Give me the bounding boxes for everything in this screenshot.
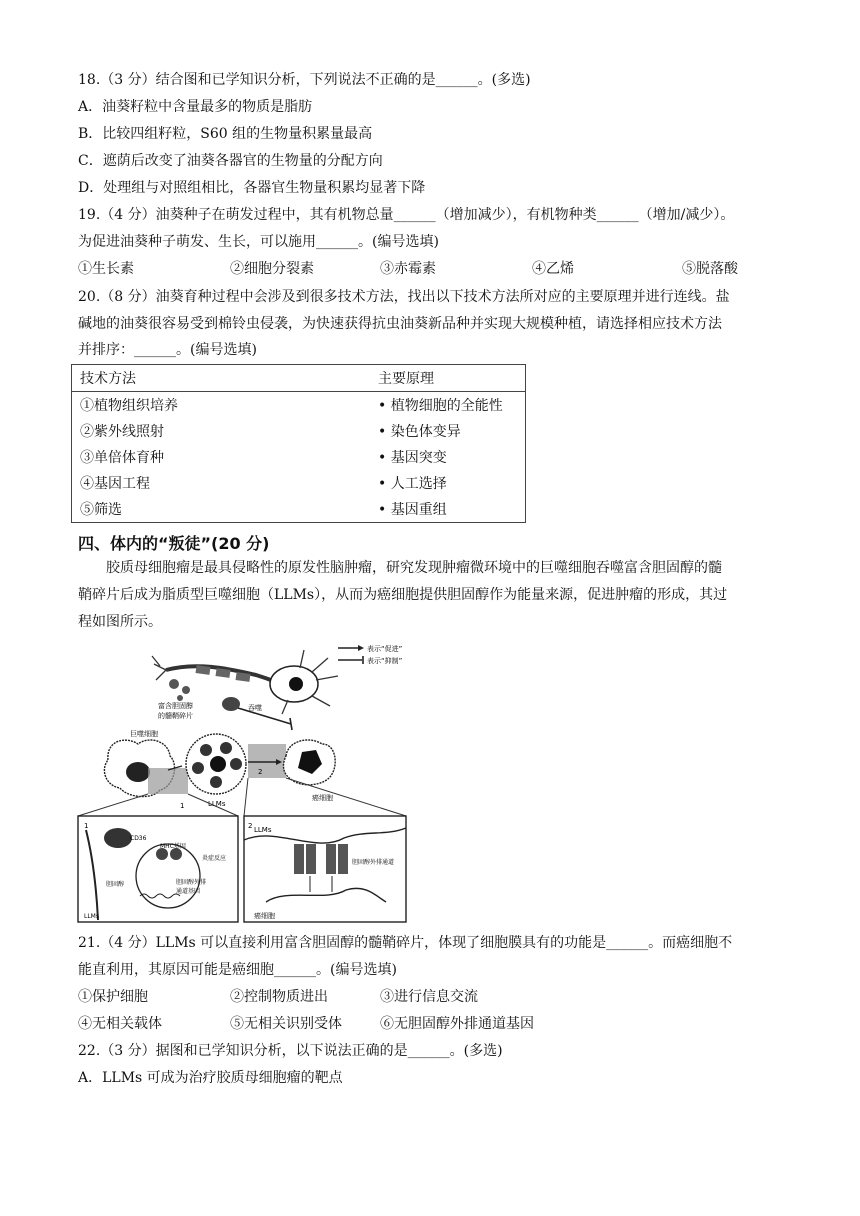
- header-method: 技术方法: [72, 365, 379, 392]
- cholesterol-label: 胆固醇: [106, 881, 125, 888]
- panel-1-llms: LLMs: [84, 913, 99, 920]
- myelin-debris: [222, 697, 240, 711]
- q18-option-b: B．比较四组籽粒，S60 组的生物量积累量最高: [78, 126, 373, 142]
- method-cell: ⑤筛选: [80, 502, 122, 518]
- q20-line3: 并排序：______。(编号选填): [78, 342, 257, 358]
- technique-principle-table: [71, 364, 526, 523]
- q21-choice-4: ④无相关载体: [78, 1016, 162, 1032]
- cancer-cell-label-top: 癌细胞: [312, 794, 333, 802]
- q19-choice-5: ⑤脱落酸: [682, 261, 738, 277]
- q22-option-a: A．LLMs 可成为治疗胶质母细胞瘤的靶点: [78, 1070, 343, 1086]
- q18-option-d: D．处理组与对照组相比，各器官生物量积累均显著下降: [78, 180, 426, 196]
- q21-choice-5: ⑤无相关识别受体: [230, 1016, 342, 1032]
- panel-2-number: 2: [248, 822, 253, 830]
- table-row: [72, 418, 526, 444]
- intro-line: 鞘碎片后成为脂质型巨噬细胞（LLMs），从而为癌细胞提供胆固醇作为能量来源，促进肿瘤的形成，其过: [78, 587, 728, 603]
- panel-2-llms: LLMs: [254, 826, 272, 834]
- q21-line1: 21.（4 分）LLMs 可以直接利用富含胆固醇的髓鞘碎片，体现了细胞膜具有的功能是______。而癌细胞不: [78, 935, 733, 951]
- llm-pathway-figure: [76, 640, 410, 924]
- myelin-label-1: 富含胆固醇: [158, 702, 193, 710]
- table-row: [72, 470, 526, 496]
- llms-label-top: LLMs: [208, 800, 226, 808]
- efflux-gene-label-1: 胆固醇外排: [176, 879, 207, 886]
- cd36-label: CD36: [130, 835, 147, 842]
- section-intro: [78, 555, 778, 636]
- q21-choice-2: ②控制物质进出: [230, 989, 328, 1005]
- q22-stem: 22.（3 分）据图和已学知识分析，以下说法正确的是______。(多选): [78, 1043, 503, 1059]
- q19-line2: 为促进油葵种子萌发、生长，可以施用______。(编号选填): [78, 234, 439, 250]
- panel-1-number: 1: [84, 822, 89, 830]
- section-title: 四、体内的“叛徒”(20 分): [78, 534, 270, 553]
- q18-stem: 18.（3 分）结合图和已学知识分析，下列说法不正确的是______。(多选): [78, 72, 531, 88]
- table-header-row: [72, 365, 526, 392]
- legend-promote-label: 表示“促进”: [367, 645, 403, 653]
- intro-line: 胶质母细胞瘤是最具侵略性的原发性脑肿瘤，研究发现肿瘤微环境中的巨噬细胞吞噬富含胆固醇的髓: [106, 560, 722, 576]
- q18-option-a: A．油葵籽粒中含量最多的物质是脂肪: [78, 99, 313, 115]
- q21-choice-1: ①保护细胞: [78, 989, 148, 1005]
- q21-line2: 能直利用，其原因可能是癌细胞______。(编号选填): [78, 962, 397, 978]
- principle-cell: • 基因突变: [378, 450, 447, 466]
- q20-line1: 20.（8 分）油葵育种过程中会涉及到很多技术方法，找出以下技术方法所对应的主要原理并进行连线。盐: [78, 289, 730, 305]
- q21-choice-6: ⑥无胆固醇外排通道基因: [380, 1016, 534, 1032]
- q19-choice-1: ①生长素: [78, 261, 134, 277]
- principle-cell: • 人工选择: [378, 476, 447, 492]
- header-principle: 主要原理: [378, 365, 526, 392]
- method-cell: ③单倍体育种: [80, 450, 164, 466]
- table-row: [72, 496, 526, 523]
- q21-choice-3: ③进行信息交流: [380, 989, 478, 1005]
- mhc-label: MHC基因: [160, 843, 186, 850]
- table-row: [72, 392, 526, 419]
- phagocytosis-label: 吞噬: [248, 704, 262, 712]
- efflux-gene-label-2: 通道基因: [176, 888, 201, 895]
- figure-legend: [338, 644, 402, 665]
- myelin-label-2: 的髓鞘碎片: [158, 712, 193, 720]
- principle-cell: • 染色体变异: [378, 424, 461, 440]
- principle-cell: • 植物细胞的全能性: [378, 398, 503, 414]
- q20-line2: 碱地的油葵很容易受到棉铃虫侵袭，为快速获得抗虫油葵新品种并实现大规模种植，请选择相应技术方法: [78, 316, 722, 332]
- q19-choice-3: ③赤霉素: [380, 261, 436, 277]
- table-row: [72, 444, 526, 470]
- q19-choice-4: ④乙烯: [532, 261, 574, 277]
- step-2-label: 2: [258, 768, 263, 776]
- method-cell: ②紫外线照射: [80, 424, 164, 440]
- efflux-channel-label: 胆固醇外排通道: [352, 859, 395, 866]
- q19-choice-2: ②细胞分裂素: [230, 261, 314, 277]
- method-cell: ④基因工程: [80, 476, 150, 492]
- inflammation-label: 炎症反应: [202, 855, 227, 862]
- principle-cell: • 基因重组: [378, 502, 447, 518]
- panel-2-cancer-label: 癌细胞: [254, 912, 275, 920]
- step-1-label: 1: [180, 802, 185, 810]
- method-cell: ①植物组织培养: [80, 398, 178, 414]
- q19-line1: 19.（4 分）油葵种子在萌发过程中，其有机物总量______（增加减少），有机物种类______（增加/减少）。: [78, 207, 735, 223]
- macrophage-label: 巨噬细胞: [130, 730, 158, 738]
- legend-inhibit-label: 表示“抑制”: [367, 657, 403, 665]
- intro-line: 程如图所示。: [78, 614, 162, 630]
- q18-option-c: C．遮荫后改变了油葵各器官的生物量的分配方向: [78, 153, 383, 169]
